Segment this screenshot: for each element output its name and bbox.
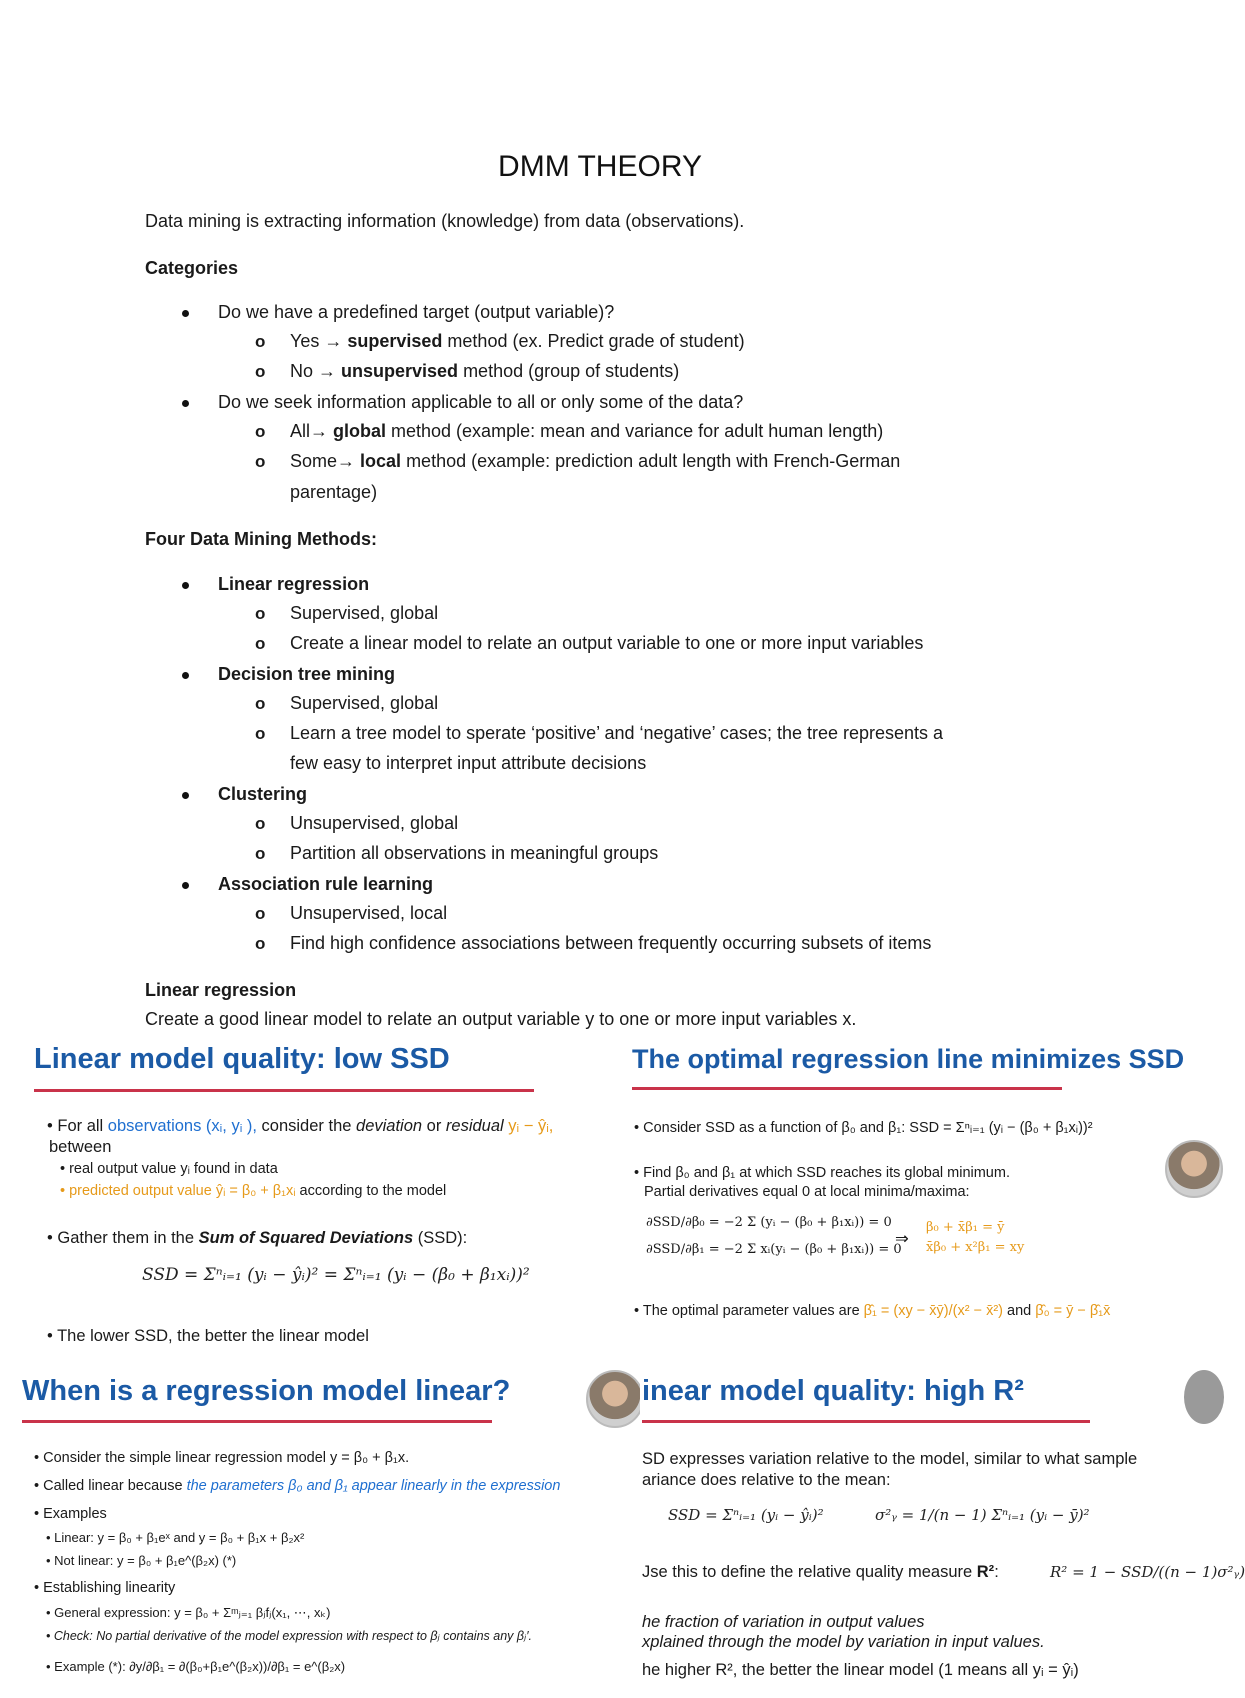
bullet-icon bbox=[182, 792, 189, 799]
sub-bullet-icon: o bbox=[255, 844, 266, 863]
slide-bullet: • The lower SSD, the better the linear model bbox=[47, 1327, 369, 1345]
slide-subbullet: • Example (*): ∂y/∂β₁ = ∂(β₀+β₁e^(β₂x))/∂β₁ = e^(β₂x) bbox=[46, 1659, 346, 1674]
sub-bullet-icon: o bbox=[255, 694, 266, 713]
slide-subbullet: • predicted output value ŷᵢ = β₀ + β₁xᵢ according to the model bbox=[60, 1183, 447, 1199]
slide-divider bbox=[22, 1420, 492, 1423]
linreg-heading: Linear regression bbox=[145, 980, 297, 1000]
ssd-formula: SSD = Σⁿᵢ₌₁ (yᵢ − ŷᵢ)² = Σⁿᵢ₌₁ (yᵢ − (β₀ + β₁xᵢ))² bbox=[142, 1265, 530, 1285]
sub-bullet-icon: o bbox=[255, 904, 266, 923]
category-answer: No → unsupervised method (group of students) bbox=[290, 361, 680, 381]
category-answer-continued: parentage) bbox=[290, 482, 378, 502]
slide-bullet: • Find β₀ and β₁ at which SSD reaches its global minimum. bbox=[634, 1165, 1010, 1181]
implies-arrow: ⇒ bbox=[895, 1230, 909, 1248]
bullet-icon bbox=[182, 582, 189, 589]
bullet-icon bbox=[182, 400, 189, 407]
r2-formula: R² = 1 − SSD/((n − 1)σ²ᵧ) bbox=[1050, 1563, 1245, 1581]
slide-text: SD expresses variation relative to the model, similar to what sample bbox=[642, 1450, 1138, 1468]
bullet-icon bbox=[182, 310, 189, 317]
slide-bullet: • The optimal parameter values are β̂₁ = (xy − x̄ȳ)/(x² − x̄²) and β̂₀ = ȳ − β̂₁x̄ bbox=[634, 1303, 1111, 1319]
document-title: DMM THEORY bbox=[498, 150, 702, 183]
method-detail: Create a linear model to relate an output variable to one or more input variables bbox=[290, 633, 924, 653]
slide-subbullet: • General expression: y = β₀ + Σᵐⱼ₌₁ βⱼfⱼ(x₁, ⋯, xₖ) bbox=[46, 1605, 331, 1620]
slide-title: When is a regression model linear? bbox=[22, 1375, 511, 1407]
presenter-avatar bbox=[1184, 1370, 1224, 1424]
sub-bullet-icon: o bbox=[255, 934, 266, 953]
slide-low-ssd bbox=[30, 1040, 615, 1345]
method-detail: Learn a tree model to sperate ‘positive’ and ‘negative’ cases; the tree represents a bbox=[290, 723, 944, 743]
sub-bullet-icon: o bbox=[255, 452, 266, 471]
sub-bullet-icon: o bbox=[255, 724, 266, 743]
methods-heading: Four Data Mining Methods: bbox=[145, 529, 377, 549]
variance-formula: σ²ᵧ = 1/(n − 1) Σⁿᵢ₌₁ (yᵢ − ȳ)² bbox=[875, 1506, 1090, 1524]
slide-high-r2 bbox=[640, 1370, 1245, 1698]
method-detail: Supervised, global bbox=[290, 693, 439, 713]
category-question: Do we have a predefined target (output variable)? bbox=[218, 302, 615, 322]
slide-divider bbox=[632, 1087, 1062, 1090]
slide-bullet: • Consider SSD as a function of β₀ and β₁: SSD = Σⁿᵢ₌₁ (yᵢ − (β₀ + β₁xᵢ))² bbox=[634, 1120, 1093, 1136]
sub-bullet-icon: o bbox=[255, 422, 266, 441]
ssd-formula: SSD = Σⁿᵢ₌₁ (yᵢ − ŷᵢ)² bbox=[668, 1506, 824, 1524]
normal-equation: x̄β₀ + x²β₁ = xy bbox=[926, 1240, 1025, 1255]
method-name: Clustering bbox=[218, 784, 308, 804]
slide-bullet: • Examples bbox=[34, 1506, 107, 1522]
slide-bullet: • For all observations (xᵢ, yᵢ ), consider the deviation or residual yᵢ − ŷᵢ, bbox=[47, 1117, 554, 1135]
presenter-avatar bbox=[1165, 1140, 1223, 1198]
derivative-equation: ∂SSD/∂β₀ = −2 Σ (yᵢ − (β₀ + β₁xᵢ)) = 0 bbox=[646, 1215, 892, 1230]
category-answer: Some→ local method (example: prediction adult length with French-German bbox=[290, 451, 901, 471]
method-name: Decision tree mining bbox=[218, 664, 396, 684]
presenter-avatar bbox=[586, 1370, 644, 1428]
slide-subbullet: • Linear: y = β₀ + β₁eˣ and y = β₀ + β₁x + β₂x² bbox=[46, 1530, 305, 1545]
slide-text: ariance does relative to the mean: bbox=[642, 1471, 891, 1489]
slide-title: Linear model quality: low SSD bbox=[34, 1043, 450, 1075]
slide-text: xplained through the model by variation in input values. bbox=[642, 1633, 1045, 1651]
category-answer: Yes → supervised method (ex. Predict grade of student) bbox=[290, 331, 745, 351]
slide-subbullet: • Check: No partial derivative of the model expression with respect to βⱼ contains any βⱼ′. bbox=[46, 1629, 533, 1643]
sub-bullet-icon: o bbox=[255, 814, 266, 833]
bullet-icon bbox=[182, 882, 189, 889]
method-detail: Unsupervised, local bbox=[290, 903, 448, 923]
slide-optimal-line bbox=[610, 1035, 1200, 1340]
sub-bullet-icon: o bbox=[255, 634, 266, 653]
slide-bullet-continued: between bbox=[49, 1138, 112, 1156]
method-detail: Partition all observations in meaningful groups bbox=[290, 843, 659, 863]
slide-bullet: • Called linear because the parameters β₀ and β₁ appear linearly in the expression bbox=[34, 1478, 561, 1494]
category-question: Do we seek information applicable to all or only some of the data? bbox=[218, 392, 744, 412]
method-detail: Supervised, global bbox=[290, 603, 439, 623]
categories-heading: Categories bbox=[145, 258, 239, 278]
slide-title: inear model quality: high R² bbox=[642, 1375, 1024, 1407]
sub-bullet-icon: o bbox=[255, 332, 266, 351]
slide-when-linear bbox=[18, 1370, 643, 1698]
method-name: Linear regression bbox=[218, 574, 370, 594]
slide-divider bbox=[642, 1420, 1090, 1423]
method-detail: Find high confidence associations between frequently occurring subsets of items bbox=[290, 933, 932, 953]
sub-bullet-icon: o bbox=[255, 362, 266, 381]
sub-bullet-icon: o bbox=[255, 604, 266, 623]
normal-equation: β₀ + x̄β₁ = ȳ bbox=[926, 1220, 1005, 1235]
bullet-icon bbox=[182, 672, 189, 679]
method-detail: Unsupervised, global bbox=[290, 813, 459, 833]
slide-bullet: • Establishing linearity bbox=[34, 1580, 176, 1596]
slide-text: Jse this to define the relative quality measure R²: bbox=[642, 1563, 999, 1581]
method-detail-continued: few easy to interpret input attribute decisions bbox=[290, 753, 647, 773]
slide-text: he higher R², the better the linear model (1 means all yᵢ = ŷᵢ) bbox=[642, 1661, 1079, 1679]
derivative-equation: ∂SSD/∂β₁ = −2 Σ xᵢ(yᵢ − (β₀ + β₁xᵢ)) = 0 bbox=[646, 1242, 902, 1257]
slide-bullet: • Gather them in the Sum of Squared Deviations (SSD): bbox=[47, 1229, 468, 1247]
slide-divider bbox=[34, 1089, 534, 1092]
slide-subbullet: • real output value yᵢ found in data bbox=[60, 1161, 278, 1177]
linreg-text: Create a good linear model to relate an output variable y to one or more input variables x. bbox=[145, 1009, 857, 1029]
slide-subbullet: • Not linear: y = β₀ + β₁e^(β₂x) (*) bbox=[46, 1553, 237, 1568]
slide-bullet: • Consider the simple linear regression model y = β₀ + β₁x. bbox=[34, 1450, 410, 1466]
slide-text: he fraction of variation in output values bbox=[642, 1613, 925, 1631]
intro-text: Data mining is extracting information (knowledge) from data (observations). bbox=[145, 211, 745, 231]
category-answer: All→ global method (example: mean and variance for adult human length) bbox=[290, 421, 884, 441]
slide-title: The optimal regression line minimizes SSD bbox=[632, 1044, 1185, 1074]
slide-bullet-continued: Partial derivatives equal 0 at local minima/maxima: bbox=[644, 1184, 970, 1200]
method-name: Association rule learning bbox=[218, 874, 434, 894]
